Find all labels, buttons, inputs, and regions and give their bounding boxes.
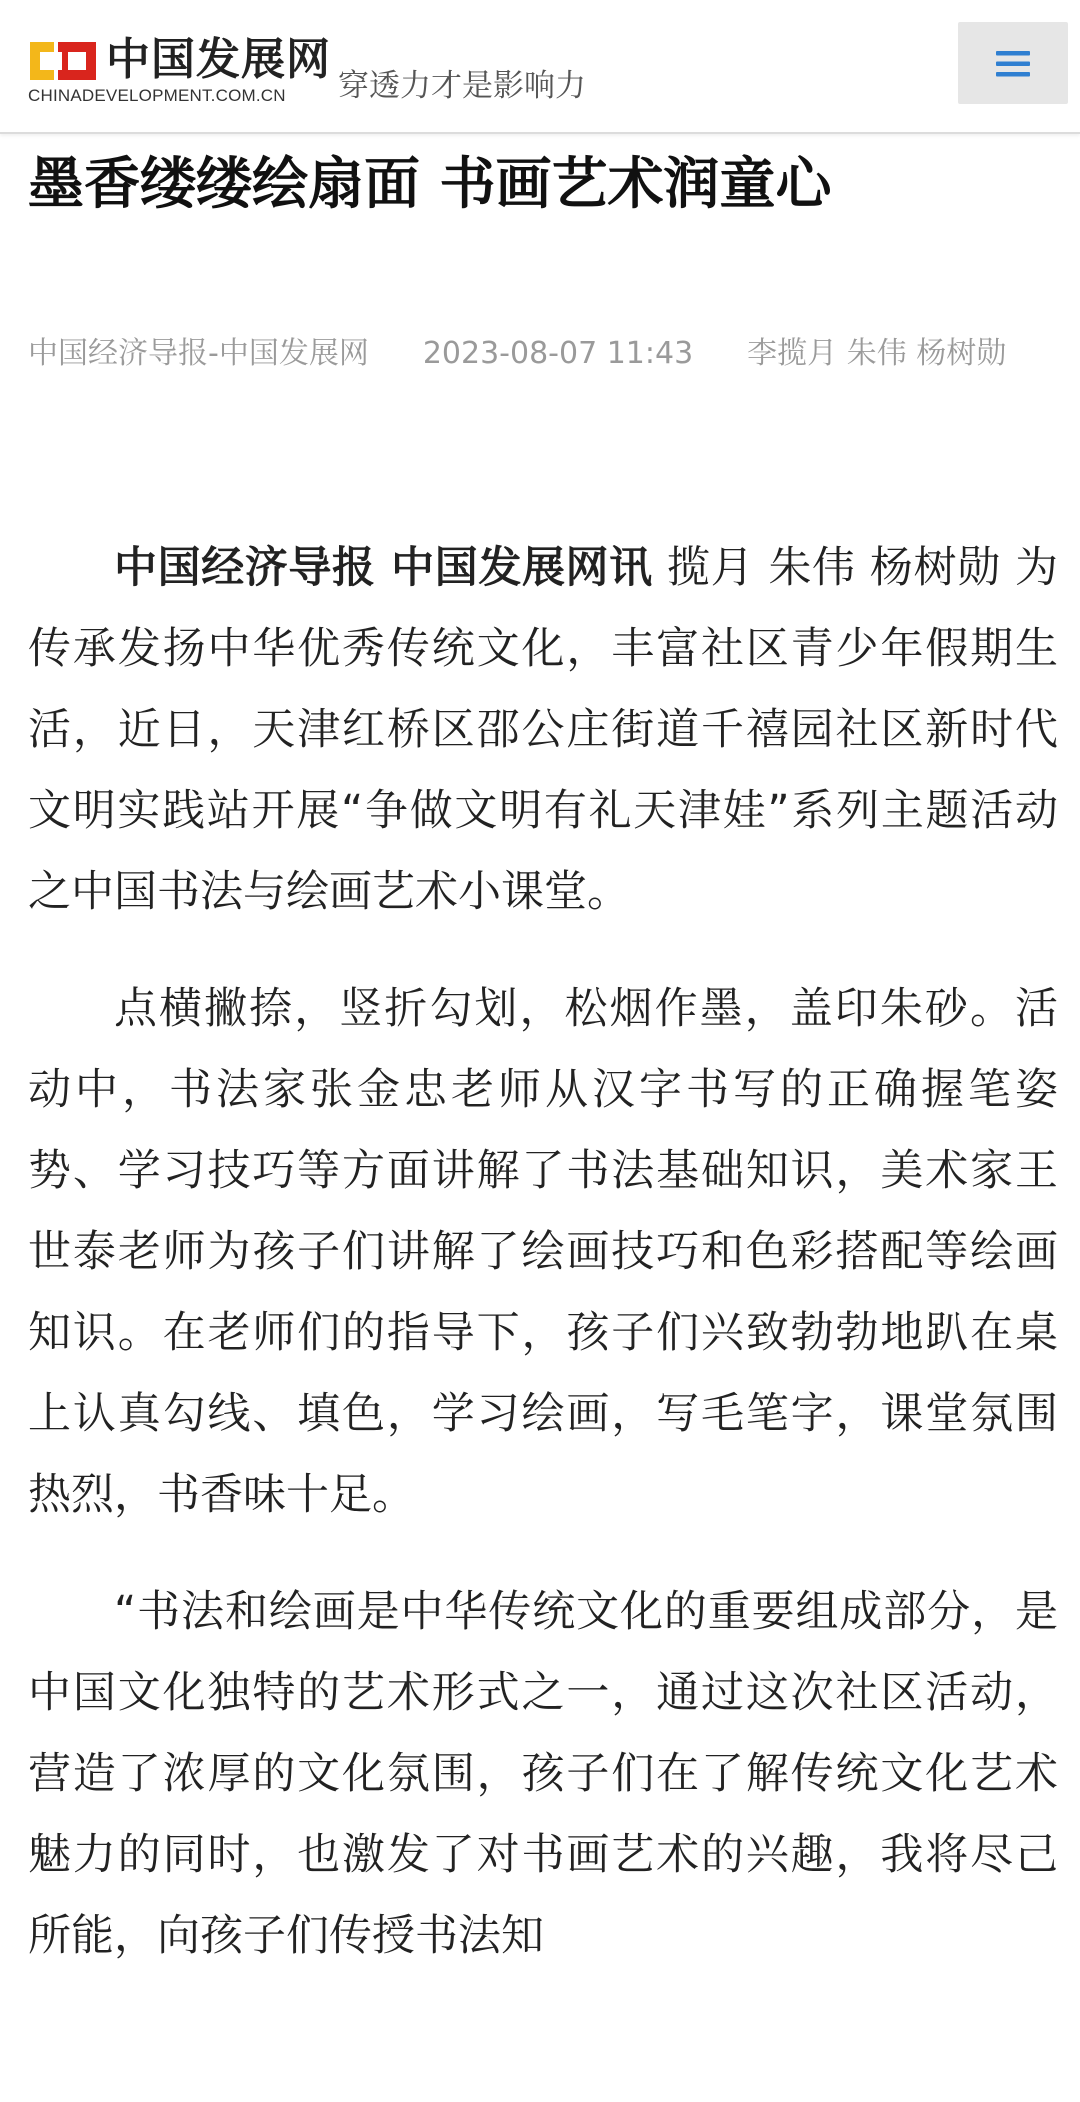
- article-authors: 李揽月 朱伟 杨树勋: [747, 336, 1007, 371]
- logo-english-text: CHINADEVELOPMENT.COM.CN: [28, 86, 286, 105]
- paragraph-text: 揽月 朱伟 杨树勋 为传承发扬中华优秀传统文化，丰富社区青少年假期生活，近日，天津红桥区邵公庄街道千禧园社区新时代文明实践站开展“争做文明有礼天津娃”系列主题活动之中国书法与绘画艺术小课堂。: [28, 543, 1058, 917]
- article-paragraph: [28, 969, 1058, 1536]
- article-meta: [28, 338, 1058, 370]
- article-paragraph: [28, 528, 1058, 933]
- logo-mark-icon: [28, 38, 98, 84]
- menu-button[interactable]: [958, 22, 1068, 104]
- paragraph-text: “书法和绘画是中华传统文化的重要组成部分，是中国文化独特的艺术形式之一，通过这次社区活动，营造了浓厚的文化氛围，孩子们在了解传统文化艺术魅力的同时，也激发了对书画艺术的兴趣，我将尽己所能，向孩子们传授书法知: [28, 1587, 1058, 1961]
- article-paragraph: [28, 1572, 1058, 1977]
- site-logo[interactable]: [28, 30, 331, 110]
- site-slogan: 穿透力才是影响力: [338, 68, 586, 104]
- article-title: 墨香缕缕绘扇面 书画艺术润童心: [28, 152, 832, 217]
- article-date: 2023-08-07 11:43: [422, 336, 694, 371]
- site-header: [0, 0, 1080, 134]
- paragraph-text: 点横撇捺，竖折勾划，松烟作墨，盖印朱砂。活动中，书法家张金忠老师从汉字书写的正确握笔姿势、学习技巧等方面讲解了书法基础知识，美术家王世泰老师为孩子们讲解了绘画技巧和色彩搭配等绘画知识。在老师们的指导下，孩子们兴致勃勃地趴在桌上认真勾线、填色，学习绘画，写毛笔字，课堂氛围热烈，书香味十足。: [28, 984, 1058, 1520]
- article-source: 中国经济导报-中国发展网: [28, 336, 369, 371]
- paragraph-lead: 中国经济导报 中国发展网讯: [114, 543, 653, 593]
- article-body: [28, 528, 1058, 2013]
- hamburger-menu-icon: [996, 50, 1030, 78]
- logo-chinese-text: 中国发展网: [106, 34, 331, 85]
